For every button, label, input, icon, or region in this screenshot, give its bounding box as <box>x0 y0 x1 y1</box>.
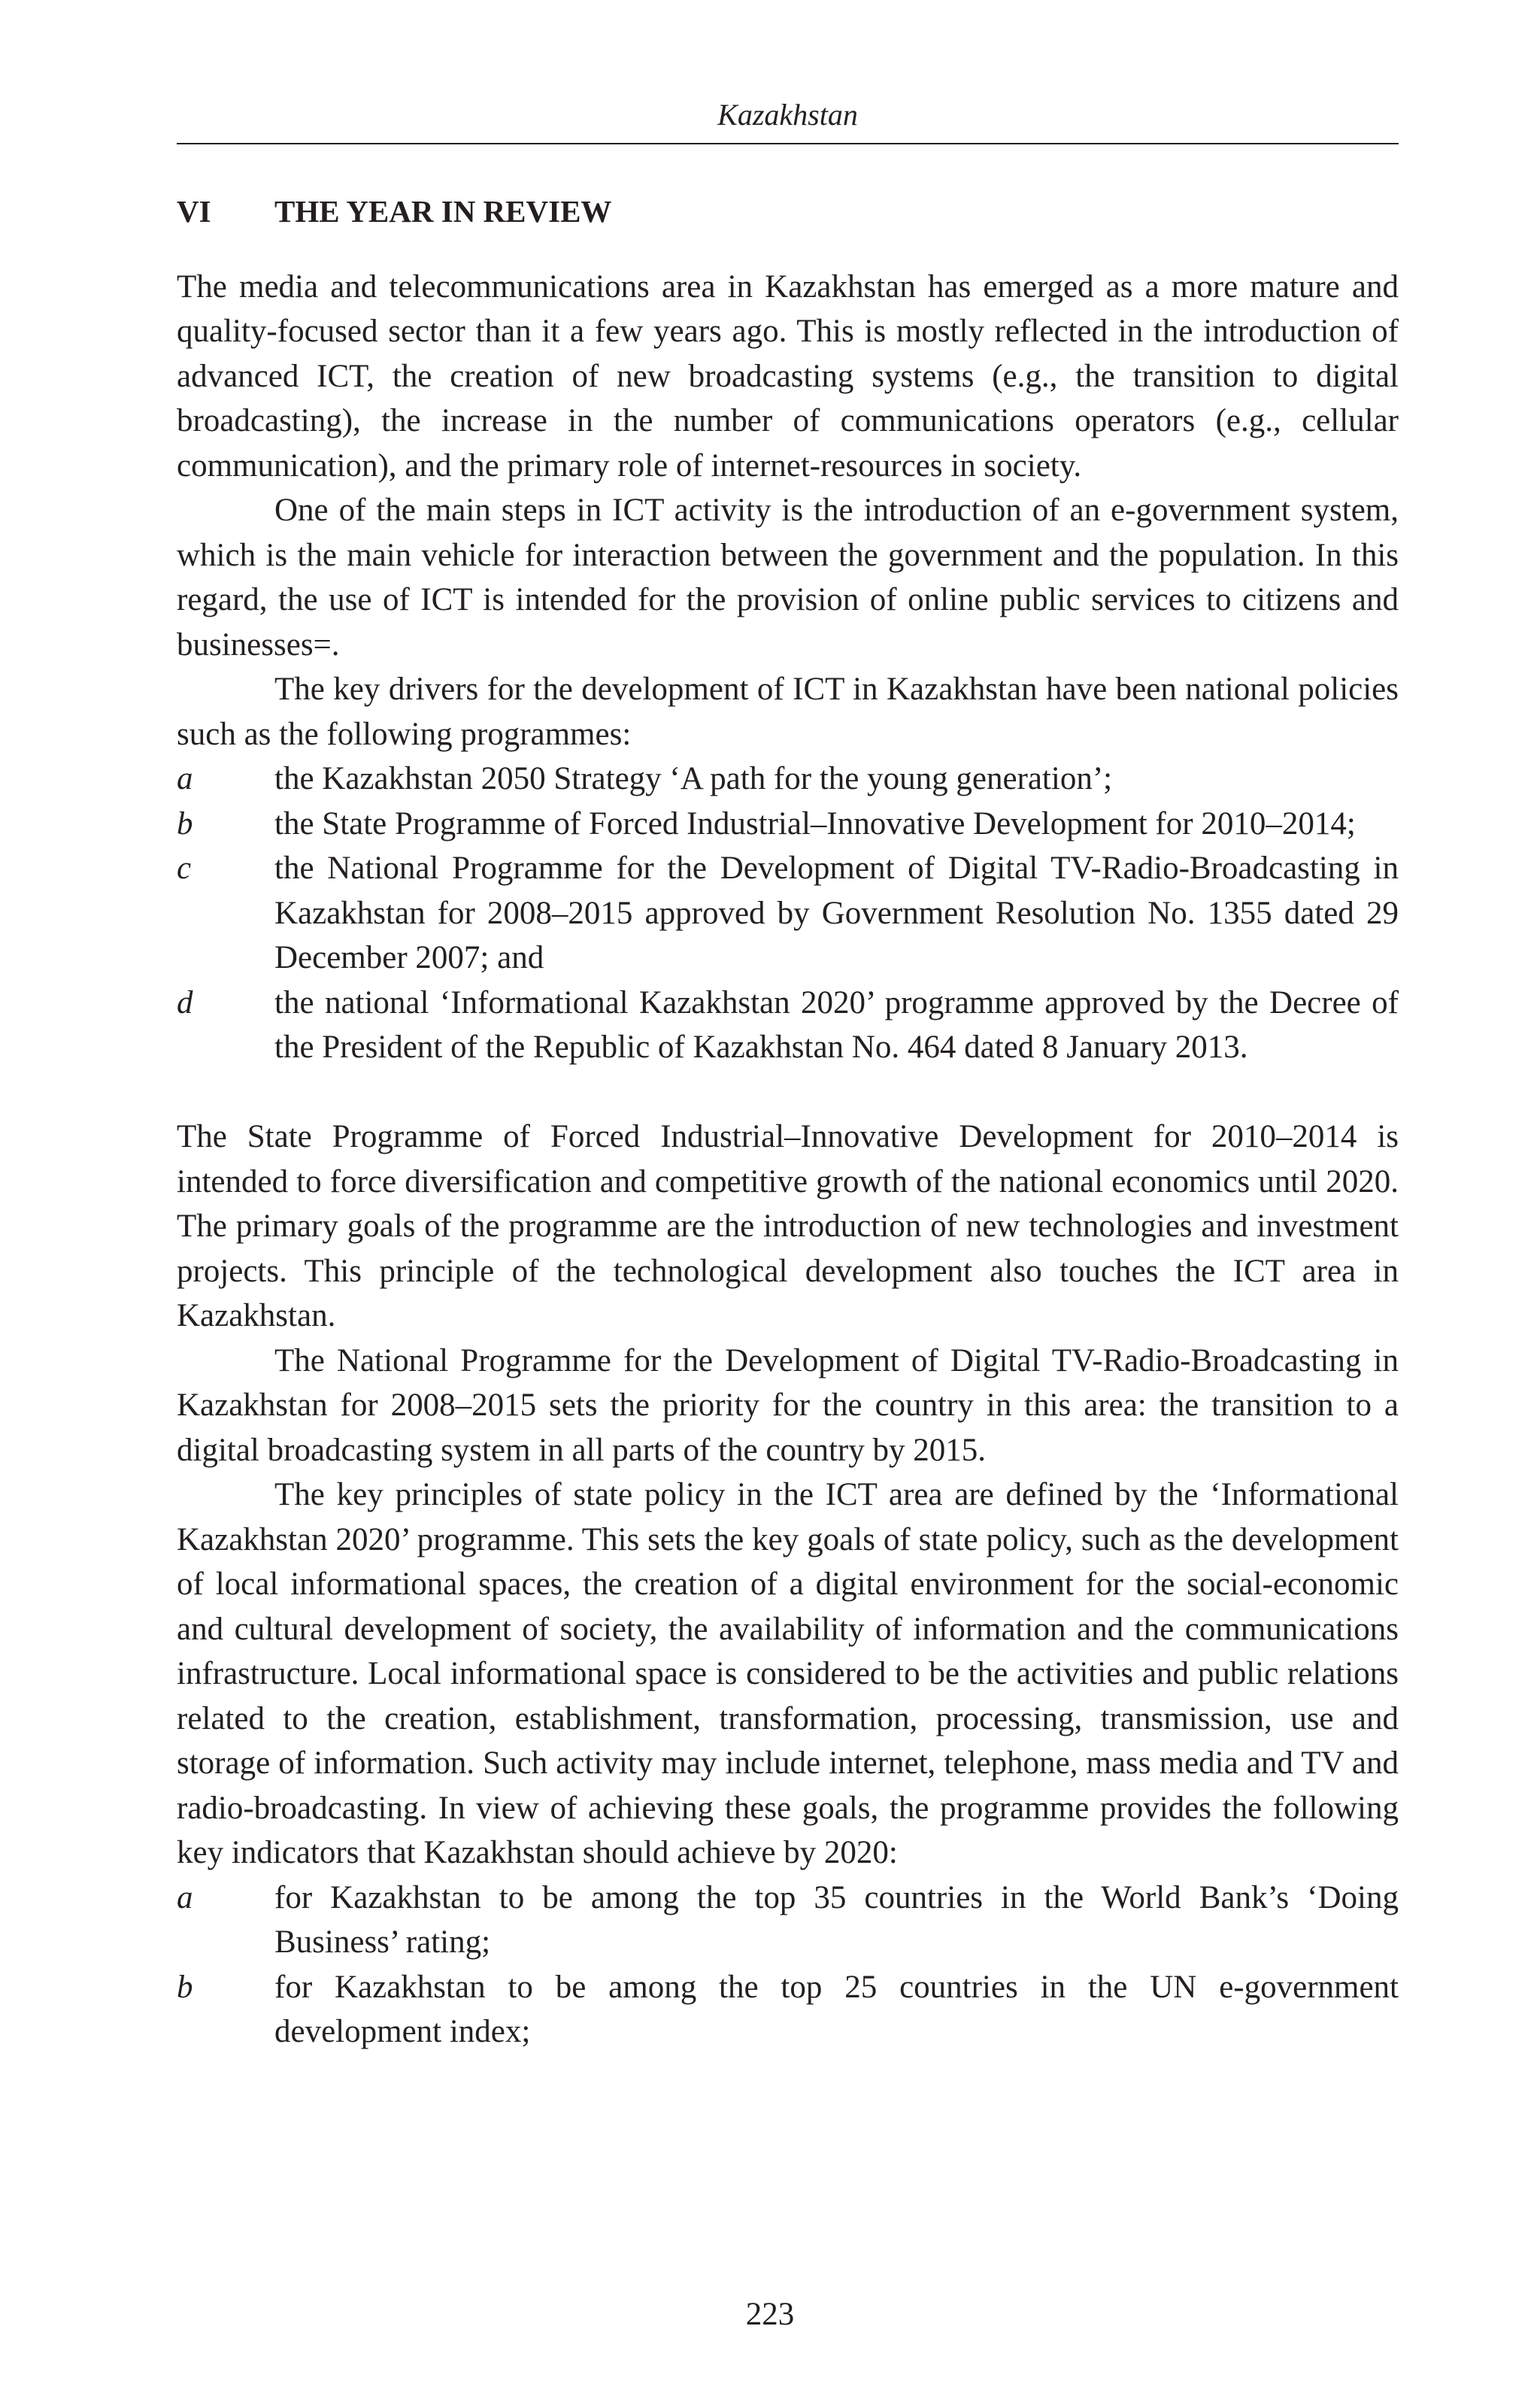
list-item <box>177 757 1399 802</box>
list-item <box>177 846 1399 981</box>
list-item <box>177 1965 1399 2055</box>
section-number: VI <box>177 194 211 229</box>
running-head: Kazakhstan <box>717 98 858 132</box>
paragraph: The State Programme of Forced Industrial–Innovative Development for 2010–2014 is intended to force diversification and competitive growth of the national economics until 2020. The primary goals of the programme are the introduction of new technologies and investment projects. This principle of the technological development also touches the ICT area in Kazakhstan. <box>177 1119 1399 1333</box>
list-marker: b <box>177 1969 193 2005</box>
list-item-text: the national ‘Informational Kazakhstan 2020’ programme approved by the Decree of the President of the Republic of Kazakhstan No. 464 dated 8 January 2013. <box>274 984 1399 1065</box>
paragraph: One of the main steps in ICT activity is the introduction of an e-government system, which is the main vehicle for interaction between the government and the population. In this regard, the use of ICT is intended for the provision of online public services to citizens and businesses=. <box>177 493 1399 663</box>
list-item <box>177 802 1399 847</box>
list-item-text: for Kazakhstan to be among the top 25 countries in the UN e-government development index; <box>274 1969 1399 2049</box>
body-text <box>177 190 1399 2055</box>
section-title: THE YEAR IN REVIEW <box>274 194 612 229</box>
list-item-text: the Kazakhstan 2050 Strategy ‘A path for the young generation’; <box>274 761 1113 796</box>
indicators-list <box>177 1876 1399 2055</box>
paragraph: The media and telecommunications area in Kazakhstan has emerged as a more mature and quality-focused sector than it a few years ago. This is mostly reflected in the introduction of advanced ICT, the creation of new broadcasting systems (e.g., the transition to digital broadcasting), the increase in the number of communications operators (e.g., cellular communication), and the primary role of internet-resources in society. <box>177 268 1399 484</box>
programmes-list <box>177 757 1399 1070</box>
list-marker: a <box>177 761 193 796</box>
section-heading <box>177 190 1399 235</box>
list-item <box>177 1876 1399 1965</box>
paragraph: The National Programme for the Development of Digital TV-Radio-Broadcasting in Kazakhstan for 2008–2015 sets the priority for the country in this area: the transition to a digital broadcasting system in all parts of the country by 2015. <box>177 1342 1399 1468</box>
list-item-text: for Kazakhstan to be among the top 35 countries in the World Bank’s ‘Doing Business’ rating; <box>274 1879 1399 1960</box>
page-number: 223 <box>745 2297 795 2332</box>
paragraph: The key principles of state policy in the ICT area are defined by the ‘Informational Kazakhstan 2020’ programme. This sets the key goals of state policy, such as the development of local informational spaces, the creation of a digital environment for the social-economic and cultural development of society, the availability of information and the communications infrastructure. Local informational space is considered to be the activities and public relations related to the creation, establishment, transformation, processing, transmission, use and storage of information. Such activity may include internet, telephone, mass media and TV and radio-broadcasting. In view of achieving these goals, the programme provides the following key indicators that Kazakhstan should achieve by 2020: <box>177 1477 1399 1870</box>
list-item <box>177 981 1399 1070</box>
list-marker: b <box>177 805 193 842</box>
paragraph: The key drivers for the development of ICT in Kazakhstan have been national policies such as the following programmes: <box>177 672 1399 752</box>
header-rule <box>177 143 1399 144</box>
list-item-text: the National Programme for the Development of Digital TV-Radio-Broadcasting in Kazakhstan for 2008–2015 approved by Government Resolution No. 1355 dated 29 December 2007; and <box>274 851 1399 975</box>
list-marker: a <box>177 1879 193 1915</box>
list-marker: c <box>177 851 192 886</box>
list-marker: d <box>177 984 193 1021</box>
list-item-text: the State Programme of Forced Industrial–Innovative Development for 2010–2014; <box>274 805 1356 842</box>
